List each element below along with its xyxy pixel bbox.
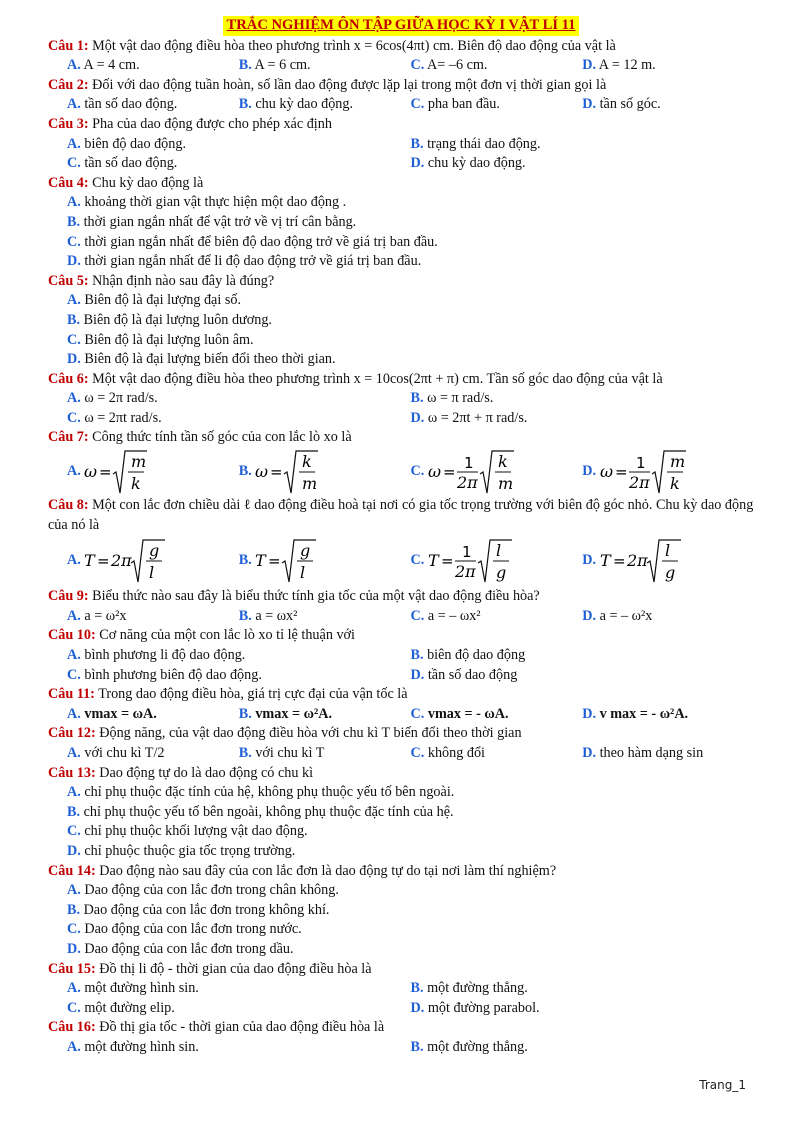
question-14 — [48, 862, 754, 960]
question-3 — [48, 115, 754, 174]
option-d[interactable]: D. một đường parabol. — [410, 999, 540, 1016]
option-b[interactable]: B. trạng thái dao động. — [410, 135, 541, 152]
formula-den: g — [664, 563, 675, 583]
formula-den: k — [669, 474, 680, 494]
question-2 — [48, 76, 754, 115]
formula-lhs: T — [84, 551, 96, 571]
formula-den: k — [131, 474, 142, 494]
formula-num: g — [149, 541, 160, 561]
question-label: Câu 16: — [48, 1019, 96, 1036]
formula — [600, 449, 710, 495]
option-d[interactable]: D. ω = 2πt + π rad/s. — [410, 409, 528, 426]
question-label: Câu 1: — [48, 37, 89, 54]
option-b[interactable]: B. chỉ phụ thuộc yếu tố bên ngoài, không phụ thuộc đặc tính của hệ. — [67, 803, 454, 820]
option-c[interactable]: C. một đường elip. — [67, 999, 175, 1016]
formula-num: m — [669, 452, 685, 472]
option-b[interactable]: B. một đường thẳng. — [410, 980, 528, 997]
formula-coef: 2π — [626, 551, 648, 571]
formula-svg — [428, 449, 538, 495]
answer-options — [48, 135, 754, 174]
answer-options — [48, 744, 754, 764]
formula-coef-den: 2π — [456, 473, 478, 493]
question-10 — [48, 626, 754, 685]
option-d[interactable]: D. A = 12 m. — [582, 57, 656, 74]
option-d[interactable]: D. chỉ phuộc thuộc gia tốc trọng trường. — [67, 842, 296, 859]
formula — [84, 449, 194, 495]
question-label: Câu 5: — [48, 272, 89, 289]
formula-svg — [600, 449, 710, 495]
option-b[interactable]: B. T = g l — [239, 538, 411, 584]
formula-equals: = — [440, 552, 454, 571]
formula-lhs: ω — [255, 462, 269, 482]
question-label: Câu 3: — [48, 115, 89, 132]
question-16 — [48, 1018, 754, 1057]
question-label: Câu 2: — [48, 76, 89, 93]
option-c[interactable]: C. chỉ phụ thuộc khối lượng vật dao động. — [67, 823, 308, 840]
option-d[interactable]: D. Biên độ là đại lượng biến đổi theo thời gian. — [67, 351, 336, 368]
option-b[interactable]: B. biên độ dao động — [410, 647, 526, 664]
formula-num: l — [495, 541, 501, 561]
formula-lhs: T — [427, 551, 439, 571]
formula-den: m — [497, 474, 514, 494]
formula-coef-num: 1 — [461, 543, 472, 562]
question-11 — [48, 685, 754, 724]
formula — [428, 449, 538, 495]
option-a[interactable]: A. bình phương li độ dao động. — [67, 647, 246, 664]
question-stem — [48, 37, 754, 57]
option-b[interactable]: B. chu kỳ dao động. — [238, 96, 354, 113]
question-6 — [48, 370, 754, 429]
option-c[interactable]: C. không đổi — [410, 745, 485, 761]
formula-equals: = — [614, 463, 628, 482]
option-a[interactable]: A. một đường hình sin. — [67, 980, 199, 997]
question-stem — [48, 428, 754, 448]
question-4 — [48, 174, 754, 272]
question-stem — [48, 724, 754, 744]
option-d[interactable]: D. tần số góc. — [582, 96, 661, 113]
option-a[interactable]: A. Biên độ là đại lượng đại số. — [67, 292, 241, 309]
question-stem — [48, 626, 754, 646]
formula — [84, 538, 194, 584]
question-label: Câu 11: — [48, 686, 95, 703]
option-b[interactable]: B. Dao động của con lắc đơn trong không khí. — [67, 901, 330, 918]
question-stem — [48, 496, 754, 535]
question-label: Câu 9: — [48, 588, 89, 605]
formula-coef-den: 2π — [454, 562, 476, 582]
option-a[interactable]: A. a = ω²x — [67, 607, 127, 624]
formula — [600, 538, 710, 584]
question-stem — [48, 174, 754, 194]
option-b[interactable]: B. vmax = ω²A. — [238, 705, 333, 722]
question-text: Chu kỳ dao động là — [88, 174, 204, 191]
answer-options — [48, 646, 754, 685]
formula-den: l — [149, 563, 155, 583]
formula-svg — [600, 538, 710, 584]
answer-options — [48, 979, 754, 1018]
question-label: Câu 15: — [48, 960, 96, 977]
question-text: Một vật dao động điều hòa theo phương trình x = 10cos(2πt + π) cm. Tần số góc dao động của vật là — [88, 370, 663, 387]
option-c[interactable]: C. Biên độ là đại lượng luôn âm. — [67, 331, 254, 348]
formula-svg — [428, 538, 538, 584]
question-label: Câu 10: — [48, 627, 96, 644]
formula — [255, 449, 365, 495]
question-1 — [48, 37, 754, 76]
question-text: Biểu thức nào sau đây là biểu thức tính gia tốc của một vật dao động điều hòa? — [88, 588, 540, 605]
answer-options — [48, 193, 754, 271]
formula-num: k — [302, 452, 313, 472]
option-d[interactable]: D. Dao động của con lắc đơn trong dầu. — [67, 940, 294, 957]
answer-options — [48, 291, 754, 369]
option-b[interactable]: B. thời gian ngắn nhất để vật trở về vị trí cân bằng. — [67, 213, 357, 230]
option-a[interactable]: A. khoảng thời gian vật thực hiện một dao động . — [67, 194, 347, 211]
formula-num: k — [497, 452, 508, 472]
question-label: Câu 13: — [48, 764, 96, 781]
option-d[interactable]: D. tần số dao động — [410, 666, 518, 683]
option-b[interactable]: B. a = ωx² — [238, 607, 298, 624]
formula-lhs: ω — [84, 462, 98, 482]
option-b[interactable]: B. với chu kì T — [238, 745, 325, 761]
formula-coef-num: 1 — [635, 454, 646, 473]
option-b[interactable]: B. ω = k m — [239, 449, 411, 495]
question-text: Pha của dao động được cho phép xác định — [88, 115, 332, 132]
answer-options — [48, 881, 754, 959]
question-text: Dao động tự do là dao động có chu kì — [95, 764, 314, 781]
option-a[interactable]: A. A = 4 cm. — [67, 57, 140, 74]
formula-equals: = — [99, 463, 112, 482]
question-13 — [48, 764, 754, 862]
option-c[interactable]: C. ω = 2πt rad/s. — [67, 409, 162, 426]
formula-den: g — [495, 563, 507, 583]
question-8 — [48, 496, 754, 587]
option-c[interactable]: C. a = – ωx² — [410, 607, 481, 624]
option-a[interactable]: A. ω = m k — [67, 449, 239, 495]
option-b[interactable]: B. A = 6 cm. — [238, 57, 311, 74]
formula-lhs: ω — [427, 462, 441, 482]
answer-options — [48, 389, 754, 428]
question-stem — [48, 115, 754, 135]
question-stem — [48, 862, 754, 882]
answer-options — [48, 1038, 754, 1058]
question-7 — [48, 428, 754, 496]
option-d[interactable]: D. chu kỳ dao động. — [410, 155, 526, 172]
option-c[interactable]: C. vmax = - ωA. — [410, 705, 509, 722]
question-stem — [48, 370, 754, 390]
question-5 — [48, 272, 754, 370]
question-stem — [48, 960, 754, 980]
question-stem — [48, 685, 754, 705]
question-label: Câu 14: — [48, 862, 96, 879]
formula-equals: = — [97, 552, 110, 571]
worksheet-title: TRẮC NGHIỆM ÔN TẬP GIỮA HỌC KỲ I VẬT LÍ 11 — [223, 16, 580, 36]
formula-den: m — [302, 474, 318, 494]
answer-options — [48, 56, 754, 76]
option-d[interactable]: D. thời gian ngắn nhất để li độ dao động trở về giá trị ban đầu. — [67, 253, 422, 270]
option-a[interactable]: A. ω = 2π rad/s. — [67, 390, 158, 407]
option-a[interactable]: A. với chu kì T/2 — [67, 745, 165, 761]
question-text: Đồ thị gia tốc - thời gian của dao động điều hòa là — [95, 1019, 385, 1036]
question-stem — [48, 272, 754, 292]
option-d[interactable]: D. a = – ω²x — [582, 607, 653, 624]
option-c[interactable]: C. pha ban đầu. — [410, 96, 500, 113]
option-b[interactable]: B. một đường thẳng. — [410, 1038, 528, 1055]
title-bar — [48, 16, 754, 36]
option-a[interactable]: A. tần số dao động. — [67, 96, 178, 113]
question-stem — [48, 764, 754, 784]
option-a[interactable]: A. Dao động của con lắc đơn trong chân không. — [67, 882, 339, 899]
option-b[interactable]: B. Biên độ là đại lượng luôn dương. — [67, 311, 272, 328]
question-label: Câu 6: — [48, 370, 89, 387]
formula-equals: = — [268, 552, 281, 571]
question-text: Công thức tính tần số góc của con lắc lò xo là — [88, 429, 352, 446]
formula-svg — [84, 538, 194, 584]
question-label: Câu 12: — [48, 725, 96, 742]
answer-options — [48, 783, 754, 861]
answer-options — [48, 607, 754, 627]
question-text: Đối với dao động tuần hoàn, số lần dao động được lặp lại trong một đơn vị thời gian gọi là — [88, 76, 607, 93]
formula-svg — [84, 449, 194, 495]
formula-svg — [255, 449, 365, 495]
formula — [255, 538, 365, 584]
question-text: Một con lắc đơn chiều dài ℓ dao động điều hoà tại nơi có gia tốc trọng trường với biên độ góc nhỏ. Chu kỳ dao động của nó là — [48, 497, 754, 533]
question-9 — [48, 587, 754, 626]
formula-num: g — [300, 541, 311, 561]
formula-den: l — [300, 563, 306, 583]
question-text: Động năng, của vật dao động điều hòa với chu kì T biến đổi theo thời gian — [95, 725, 522, 742]
formula-lhs: T — [255, 551, 266, 571]
option-d[interactable]: D. theo hàm dạng sin — [582, 745, 704, 761]
formula-svg — [255, 538, 365, 584]
option-c[interactable]: C. Dao động của con lắc đơn trong nước. — [67, 921, 302, 938]
question-stem — [48, 76, 754, 96]
formula-num: l — [664, 541, 670, 561]
formula-equals: = — [612, 552, 626, 571]
option-a[interactable]: A. vmax = ωA. — [67, 705, 157, 722]
answer-options — [48, 705, 754, 725]
question-text: Đồ thị li độ - thời gian của dao động điều hòa là — [95, 960, 372, 977]
formula-equals: = — [442, 463, 456, 482]
formula-lhs: ω — [599, 462, 613, 482]
answer-options — [48, 448, 754, 496]
question-label: Câu 8: — [48, 497, 89, 514]
question-15 — [48, 960, 754, 1019]
formula-coef-den: 2π — [628, 473, 650, 493]
question-label: Câu 7: — [48, 429, 89, 446]
option-a[interactable]: A. T = 2π g l — [67, 538, 239, 584]
option-a[interactable]: A. biên độ dao động. — [67, 135, 187, 152]
option-d[interactable]: D. v max = - ω²A. — [582, 705, 689, 722]
option-c[interactable]: C. T = 1 2π l g — [411, 538, 583, 584]
option-c[interactable]: C. bình phương biên độ dao động. — [67, 666, 262, 683]
question-12 — [48, 724, 754, 763]
question-label: Câu 4: — [48, 174, 89, 191]
page-number: Trang_1 — [699, 1078, 746, 1092]
formula-coef-num: 1 — [463, 454, 474, 473]
option-c[interactable]: C. A= –6 cm. — [410, 57, 488, 74]
option-a[interactable]: A. một đường hình sin. — [67, 1038, 199, 1055]
formula-lhs: T — [599, 551, 611, 571]
question-text: Dao động nào sau đây của con lắc đơn là dao động tự do tại nơi làm thí nghiệm? — [95, 862, 557, 879]
question-text: Nhận định nào sau đây là đúng? — [88, 272, 275, 289]
option-a[interactable]: A. chỉ phụ thuộc đặc tính của hệ, không phụ thuộc yếu tố bên ngoài. — [67, 784, 455, 801]
option-b[interactable]: B. ω = π rad/s. — [410, 390, 494, 407]
question-text: Cơ năng của một con lắc lò xo tỉ lệ thuận với — [95, 627, 355, 644]
answer-options — [48, 535, 754, 587]
option-c[interactable]: C. ω = 1 2π k m — [411, 449, 583, 495]
option-d[interactable]: D. T = 2π l g — [582, 538, 754, 584]
question-text: Một vật dao động điều hòa theo phương trình x = 6cos(4πt) cm. Biên độ dao động của vật là — [88, 37, 616, 54]
question-stem — [48, 1018, 754, 1038]
option-c[interactable]: C. tần số dao động. — [67, 155, 178, 172]
formula-coef: 2π — [111, 551, 133, 571]
question-stem — [48, 587, 754, 607]
formula-equals: = — [270, 463, 283, 482]
formula — [428, 538, 538, 584]
answer-options — [48, 95, 754, 115]
worksheet-page — [48, 16, 754, 1058]
option-c[interactable]: C. thời gian ngắn nhất để biên độ dao động trở về giá trị ban đầu. — [67, 233, 438, 250]
option-d[interactable]: D. ω = 1 2π m k — [582, 449, 754, 495]
question-text: Trong dao động điều hòa, giá trị cực đại của vận tốc là — [94, 686, 408, 703]
formula-num: m — [131, 452, 147, 472]
